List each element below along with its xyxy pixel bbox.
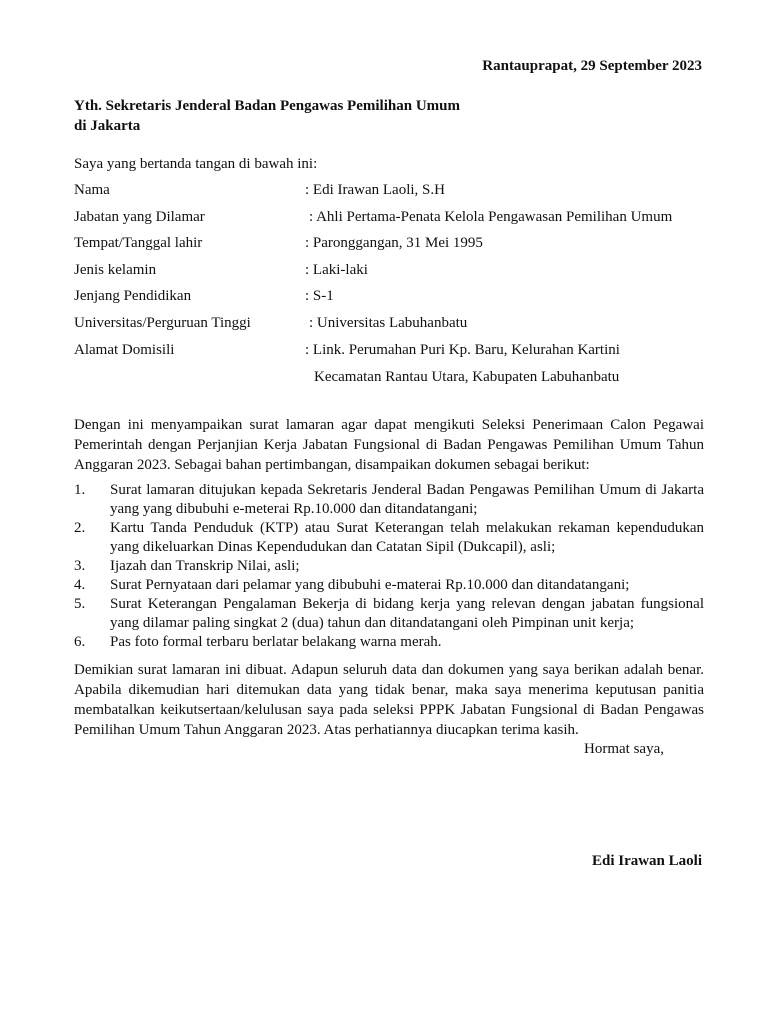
field-value: : Ahli Pertama-Penata Kelola Pengawasan Pemilihan Umum bbox=[309, 209, 673, 225]
recipient-line-2: di Jakarta bbox=[74, 118, 141, 134]
intro-text: Saya yang bertanda tangan di bawah ini: bbox=[74, 156, 318, 172]
list-text: Kartu Tanda Penduduk (KTP) atau Surat Keterangan telah melakukan rekaman kependudukan yang dikeluarkan Dinas Kependudukan dan Catatan Sipil (Dukcapil), asli; bbox=[110, 520, 704, 555]
address-line-2: Kecamatan Rantau Utara, Kabupaten Labuhanbatu bbox=[314, 369, 620, 385]
field-row-ttl bbox=[74, 233, 714, 253]
field-value: : Laki-laki bbox=[305, 262, 368, 278]
field-label: Jenjang Pendidikan bbox=[74, 288, 192, 304]
field-label: Jabatan yang Dilamar bbox=[74, 209, 205, 225]
list-item bbox=[74, 519, 704, 557]
field-row-alamat-cont bbox=[74, 367, 714, 387]
list-item bbox=[74, 576, 704, 595]
field-value: : S-1 bbox=[305, 288, 334, 304]
list-text: Pas foto formal terbaru berlatar belakang warna merah. bbox=[110, 634, 442, 650]
signer-name: Edi Irawan Laoli bbox=[591, 853, 702, 869]
field-row-nama bbox=[74, 180, 714, 200]
recipient-line-1: Yth. Sekretaris Jenderal Badan Pengawas Pemilihan Umum bbox=[74, 98, 460, 114]
field-label: Jenis kelamin bbox=[74, 262, 157, 278]
field-row-universitas bbox=[74, 313, 714, 333]
field-row-alamat bbox=[74, 340, 714, 360]
list-number: 6. bbox=[74, 634, 86, 650]
field-row-pendidikan bbox=[74, 286, 714, 306]
list-number: 1. bbox=[74, 482, 86, 498]
list-item bbox=[74, 481, 704, 519]
place-date: Rantauprapat, 29 September 2023 bbox=[482, 58, 702, 74]
field-label: Universitas/Perguruan Tinggi bbox=[74, 315, 251, 331]
list-number: 5. bbox=[74, 596, 86, 612]
field-value: : Link. Perumahan Puri Kp. Baru, Kelurahan Kartini bbox=[305, 342, 620, 358]
list-item bbox=[74, 633, 704, 652]
recipient-block bbox=[74, 96, 460, 136]
field-row-jenis-kelamin bbox=[74, 260, 714, 280]
list-text: Ijazah dan Transkrip Nilai, asli; bbox=[110, 558, 300, 574]
field-label: Alamat Domisili bbox=[74, 342, 175, 358]
field-row-jabatan bbox=[74, 207, 714, 227]
list-item bbox=[74, 557, 704, 576]
list-number: 3. bbox=[74, 558, 86, 574]
field-value: : Universitas Labuhanbatu bbox=[309, 315, 468, 331]
valediction: Hormat saya, bbox=[584, 741, 664, 757]
field-value: : Paronggangan, 31 Mei 1995 bbox=[305, 235, 483, 251]
list-text: Surat Keterangan Pengalaman Bekerja di bidang kerja yang relevan dengan jabatan fungsional yang dilamar paling singkat 2 (dua) tahun dan ditandatangani oleh Pimpinan unit kerja; bbox=[110, 596, 704, 631]
list-text: Surat lamaran ditujukan kepada Sekretaris Jenderal Badan Pengawas Pemilihan Umum di Jakarta yang yang dibubuhi e-meterai Rp.10.000 dan ditandatangani; bbox=[110, 482, 704, 517]
list-item bbox=[74, 595, 704, 633]
list-text: Surat Pernyataan dari pelamar yang dibubuhi e-materai Rp.10.000 dan ditandatangani; bbox=[110, 577, 630, 593]
field-label: Tempat/Tanggal lahir bbox=[74, 235, 203, 251]
field-label: Nama bbox=[74, 182, 110, 198]
document-list bbox=[74, 481, 704, 652]
closing-paragraph: Demikian surat lamaran ini dibuat. Adapun seluruh data dan dokumen yang saya berikan adalah benar. Apabila dikemudian hari ditemukan data yang tidak benar, maka saya menerima keputusan panitia membatalkan keikutsertaan/kelulusan saya pada seleksi PPPK Jabatan Fungsional di Badan Pengawas Pemilihan Umum Tahun Anggaran 2023. Atas perhatiannya diucapkan terima kasih. bbox=[74, 662, 704, 738]
list-number: 4. bbox=[74, 577, 86, 593]
body-paragraph: Dengan ini menyampaikan surat lamaran agar dapat mengikuti Seleksi Penerimaan Calon Pegawai Pemerintah dengan Perjanjian Kerja Jabatan Fungsional di Badan Pengawas Pemilihan Umum Tahun Anggaran 2023. Sebagai bahan pertimbangan, disampaikan dokumen sebagai berikut: bbox=[74, 417, 704, 473]
list-number: 2. bbox=[74, 520, 86, 536]
field-value: : Edi Irawan Laoli, S.H bbox=[305, 182, 445, 198]
